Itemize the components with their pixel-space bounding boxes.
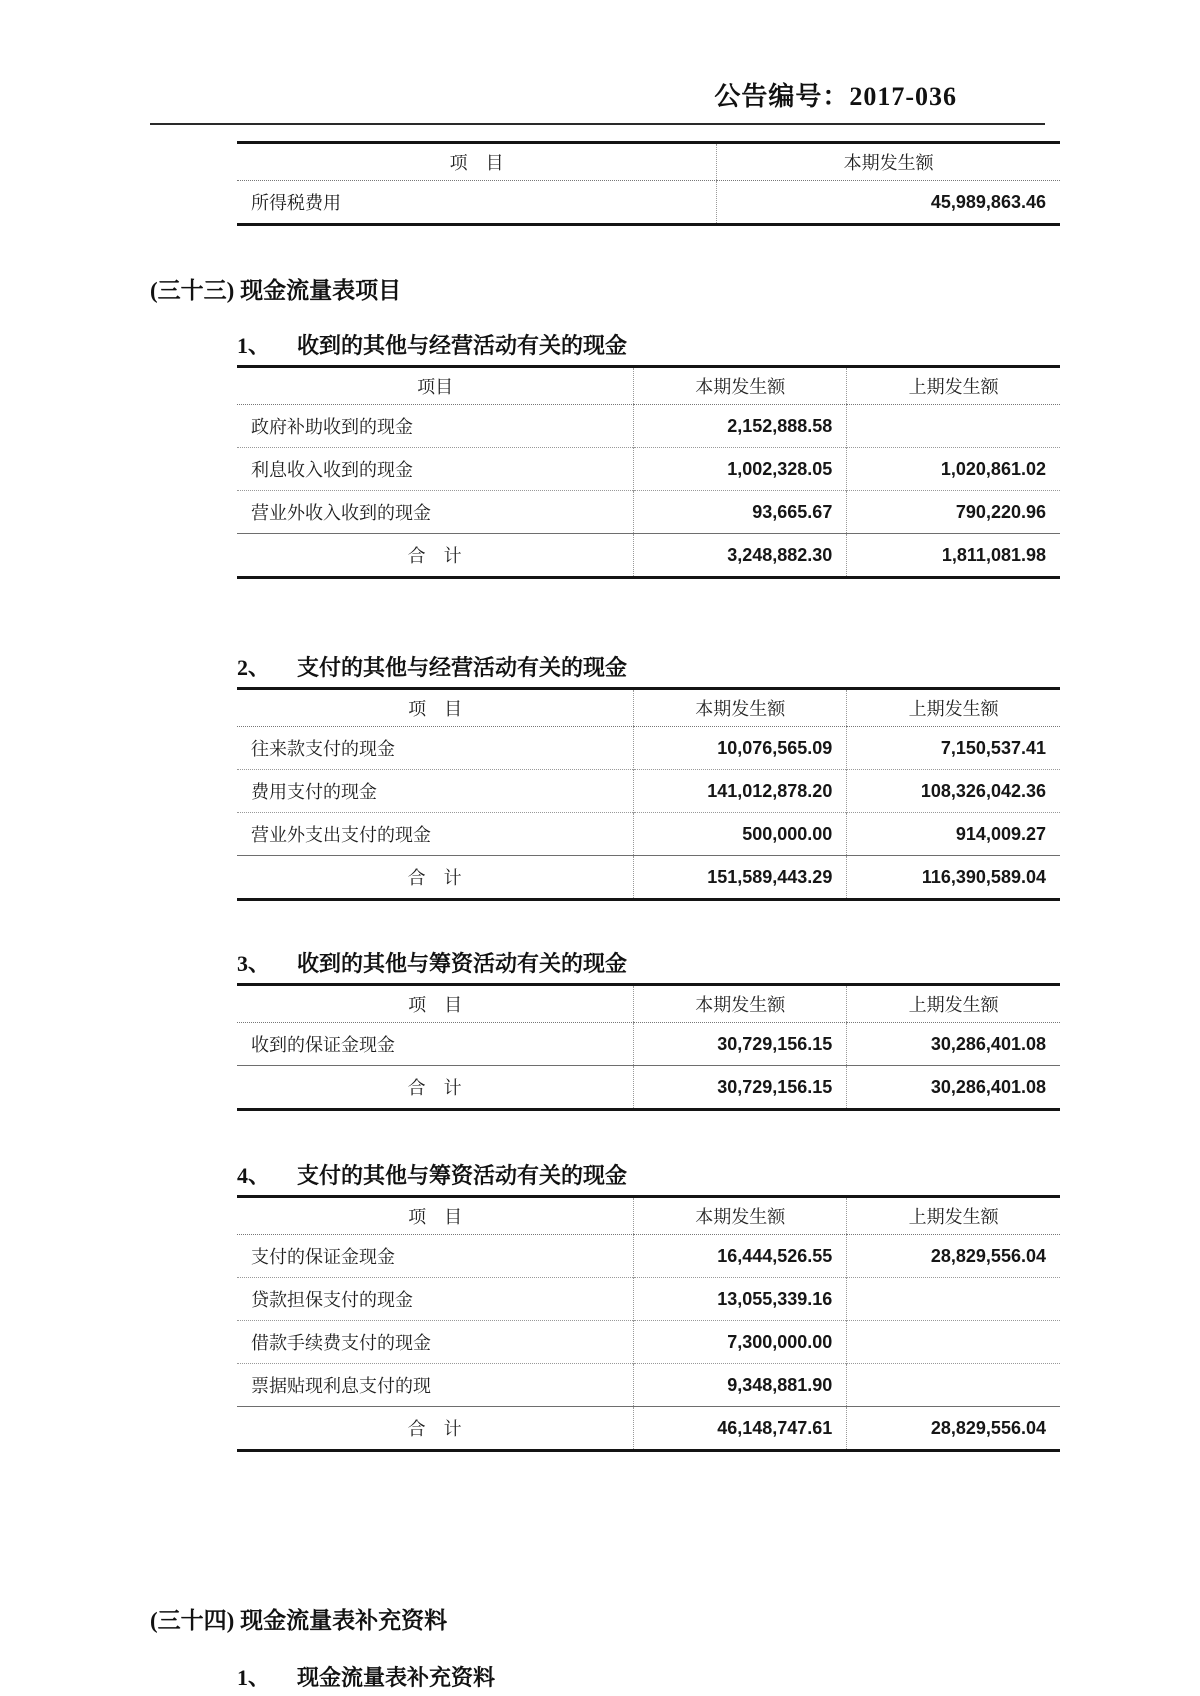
item-cell: 所得税费用	[251, 193, 341, 213]
amount-cell: 30,286,401.08	[847, 1066, 1060, 1110]
amount-cell: 1,811,081.98	[847, 534, 1060, 578]
financial-table	[237, 687, 1060, 901]
section-33-heading: (三十三) 现金流量表项目	[150, 278, 402, 303]
subsection-3-number: 3、	[237, 951, 271, 976]
amount-cell: 914,009.27	[847, 813, 1060, 856]
table-total-row	[237, 534, 1060, 578]
amount-cell: 30,729,156.15	[634, 1023, 847, 1066]
subsection-2-heading	[237, 651, 1200, 682]
column-header: 项目	[237, 367, 634, 405]
subsection-4-number: 4、	[237, 1163, 271, 1188]
amount-cell	[847, 405, 1060, 448]
item-cell: 费用支付的现金	[237, 770, 634, 813]
operating-cash-received-table	[237, 365, 1200, 579]
financial-table	[237, 1195, 1060, 1452]
column-header: 项 目	[237, 985, 634, 1023]
amount-cell: 141,012,878.20	[634, 770, 847, 813]
item-cell: 合 计	[237, 856, 634, 900]
amount-cell: 790,220.96	[847, 491, 1060, 534]
subsection-4-title: 支付的其他与筹资活动有关的现金	[297, 1163, 628, 1188]
table-total-row	[237, 856, 1060, 900]
income-tax-table	[237, 141, 1200, 226]
header-rule	[150, 123, 1045, 125]
item-cell: 合 计	[237, 1066, 634, 1110]
amount-cell: 1,002,328.05	[634, 448, 847, 491]
amount-cell	[847, 1278, 1060, 1321]
amount-cell: 151,589,443.29	[634, 856, 847, 900]
financial-table	[237, 141, 1060, 226]
announcement-number: 公告编号：2017-036	[714, 82, 957, 111]
financial-table	[237, 365, 1060, 579]
page-content	[0, 141, 1200, 1692]
subsection-supplement-title: 现金流量表补充资料	[297, 1665, 496, 1690]
financial-table	[237, 983, 1060, 1111]
table-row	[237, 448, 1060, 491]
column-header: 本期发生额	[634, 1197, 847, 1235]
amount-cell: 116,390,589.04	[847, 856, 1060, 900]
amount-cell: 28,829,556.04	[847, 1235, 1060, 1278]
column-header: 上期发生额	[847, 1197, 1060, 1235]
financing-cash-received-table	[237, 983, 1200, 1111]
amount-cell: 7,300,000.00	[634, 1321, 847, 1364]
column-header: 项 目	[237, 143, 717, 181]
table-header-row	[237, 143, 1060, 181]
column-header: 本期发生额	[717, 143, 1060, 181]
table-row	[237, 770, 1060, 813]
item-cell: 收到的保证金现金	[251, 1035, 395, 1055]
item-cell: 合 计	[237, 1407, 634, 1451]
item-cell: 政府补助收到的现金	[251, 417, 413, 437]
amount-cell: 1,020,861.02	[847, 448, 1060, 491]
item-cell: 借款手续费支付的现金	[237, 1321, 634, 1364]
amount-cell: 3,248,882.30	[634, 534, 847, 578]
item-cell: 往来款支付的现金	[251, 739, 395, 759]
table-total-row	[237, 1066, 1060, 1110]
amount-cell: 45,989,863.46	[717, 181, 1060, 225]
section-34-heading: (三十四) 现金流量表补充资料	[150, 1608, 448, 1633]
amount-cell: 30,286,401.08	[847, 1023, 1060, 1066]
table-row	[237, 727, 1060, 770]
table-header-row	[237, 367, 1060, 405]
table-row	[237, 1364, 1060, 1407]
financing-cash-paid-table	[237, 1195, 1200, 1452]
amount-cell: 7,150,537.41	[847, 727, 1060, 770]
amount-cell: 16,444,526.55	[634, 1235, 847, 1278]
amount-cell: 500,000.00	[634, 813, 847, 856]
item-cell: 营业外收入收到的现金	[237, 491, 634, 534]
table-row	[237, 1278, 1060, 1321]
column-header: 上期发生额	[847, 985, 1060, 1023]
amount-cell: 10,076,565.09	[634, 727, 847, 770]
subsection-1-title: 收到的其他与经营活动有关的现金	[297, 333, 628, 358]
column-header: 上期发生额	[847, 689, 1060, 727]
item-cell: 贷款担保支付的现金	[237, 1278, 634, 1321]
table-row	[237, 405, 1060, 448]
item-cell: 合 计	[237, 534, 634, 578]
item-cell: 票据贴现利息支付的现	[237, 1364, 634, 1407]
column-header: 项 目	[237, 1197, 634, 1235]
amount-cell: 46,148,747.61	[634, 1407, 847, 1451]
subsection-3-title: 收到的其他与筹资活动有关的现金	[297, 951, 628, 976]
subsection-supplement-heading	[237, 1661, 1200, 1692]
table-header-row	[237, 1197, 1060, 1235]
amount-cell: 13,055,339.16	[634, 1278, 847, 1321]
amount-cell: 9,348,881.90	[634, 1364, 847, 1407]
table-row	[237, 491, 1060, 534]
operating-cash-paid-table	[237, 687, 1200, 901]
item-cell: 支付的保证金现金	[251, 1247, 395, 1267]
amount-cell: 2,152,888.58	[634, 405, 847, 448]
subsection-2-title: 支付的其他与经营活动有关的现金	[297, 655, 628, 680]
amount-cell: 93,665.67	[634, 491, 847, 534]
amount-cell: 28,829,556.04	[847, 1407, 1060, 1451]
table-row	[237, 1321, 1060, 1364]
column-header: 项 目	[237, 689, 634, 727]
amount-cell	[847, 1364, 1060, 1407]
item-cell: 利息收入收到的现金	[237, 448, 634, 491]
subsection-2-number: 2、	[237, 655, 271, 680]
table-row	[237, 813, 1060, 856]
subsection-4-heading	[237, 1159, 1200, 1190]
subsection-1-number: 1、	[237, 333, 271, 358]
table-total-row	[237, 1407, 1060, 1451]
table-header-row	[237, 985, 1060, 1023]
column-header: 本期发生额	[634, 689, 847, 727]
column-header: 本期发生额	[634, 367, 847, 405]
table-row	[237, 1235, 1060, 1278]
amount-cell: 108,326,042.36	[847, 770, 1060, 813]
subsection-supplement-number: 1、	[237, 1665, 271, 1690]
table-row	[237, 181, 1060, 225]
subsection-3-heading	[237, 947, 1200, 978]
table-header-row	[237, 689, 1060, 727]
amount-cell	[847, 1321, 1060, 1364]
item-cell: 营业外支出支付的现金	[237, 813, 634, 856]
amount-cell: 30,729,156.15	[634, 1066, 847, 1110]
column-header: 本期发生额	[634, 985, 847, 1023]
subsection-1-heading	[237, 329, 1200, 360]
table-row	[237, 1023, 1060, 1066]
column-header: 上期发生额	[847, 367, 1060, 405]
